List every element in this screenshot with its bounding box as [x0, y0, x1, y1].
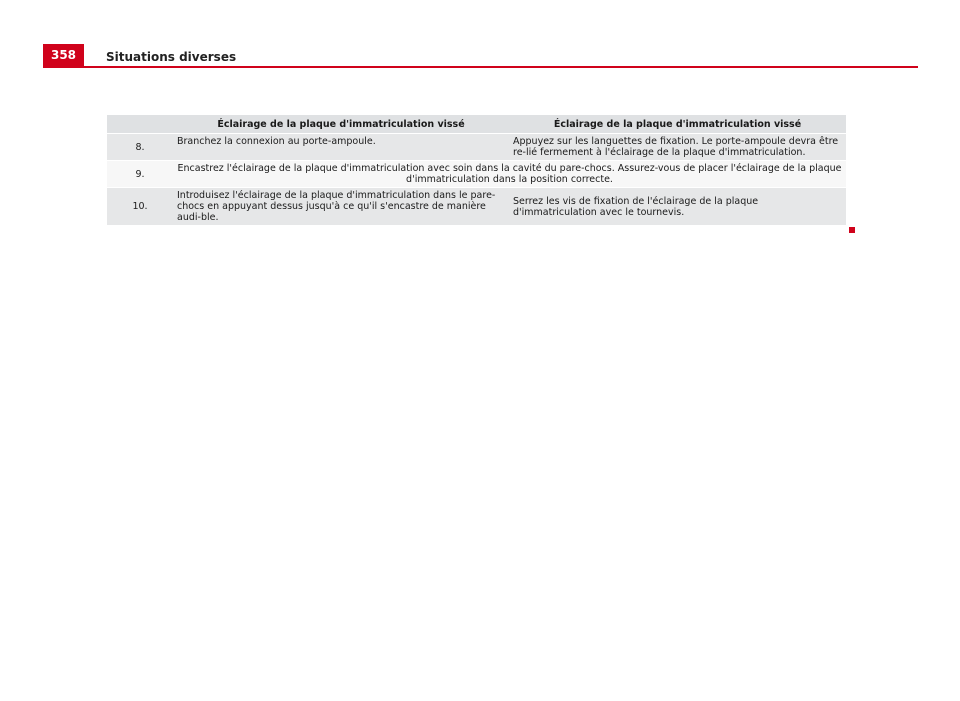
- step-text-right: Appuyez sur les languettes de fixation. Le porte-ampoule devra être re-lié fermement à l'éclairage de la plaque d'immatriculation.: [509, 134, 846, 161]
- section-title: Situations diverses: [106, 50, 237, 64]
- header-column-right: Éclairage de la plaque d'immatriculation vissé: [509, 115, 846, 134]
- step-number: 8.: [107, 134, 173, 161]
- header-column-left: Éclairage de la plaque d'immatriculation vissé: [173, 115, 509, 134]
- instruction-table: [107, 115, 846, 226]
- step-text-left: Branchez la connexion au porte-ampoule.: [173, 134, 509, 161]
- header-step-number: [107, 115, 173, 134]
- step-number: 10.: [107, 188, 173, 226]
- page-header: [43, 44, 918, 68]
- step-number: 9.: [107, 161, 173, 188]
- step-text-merged: Encastrez l'éclairage de la plaque d'immatriculation avec soin dans la cavité du pare-chocs. Assurez-vous de placer l'éclairage de la plaque d'immatriculation dans la position correcte.: [173, 161, 846, 188]
- step-text-right: Serrez les vis de fixation de l'éclairage de la plaque d'immatriculation avec le tournevis.: [509, 188, 846, 226]
- table-row: [107, 188, 846, 226]
- table-row: [107, 161, 846, 188]
- page-number: 358: [43, 44, 84, 66]
- header-divider: [43, 66, 918, 68]
- end-of-section-marker: [849, 227, 855, 233]
- table-row: [107, 134, 846, 161]
- step-text-left: Introduisez l'éclairage de la plaque d'immatriculation dans le pare-chocs en appuyant dessus jusqu'à ce qu'il s'encastre de manière audi-ble.: [173, 188, 509, 226]
- table-header-row: [107, 115, 846, 134]
